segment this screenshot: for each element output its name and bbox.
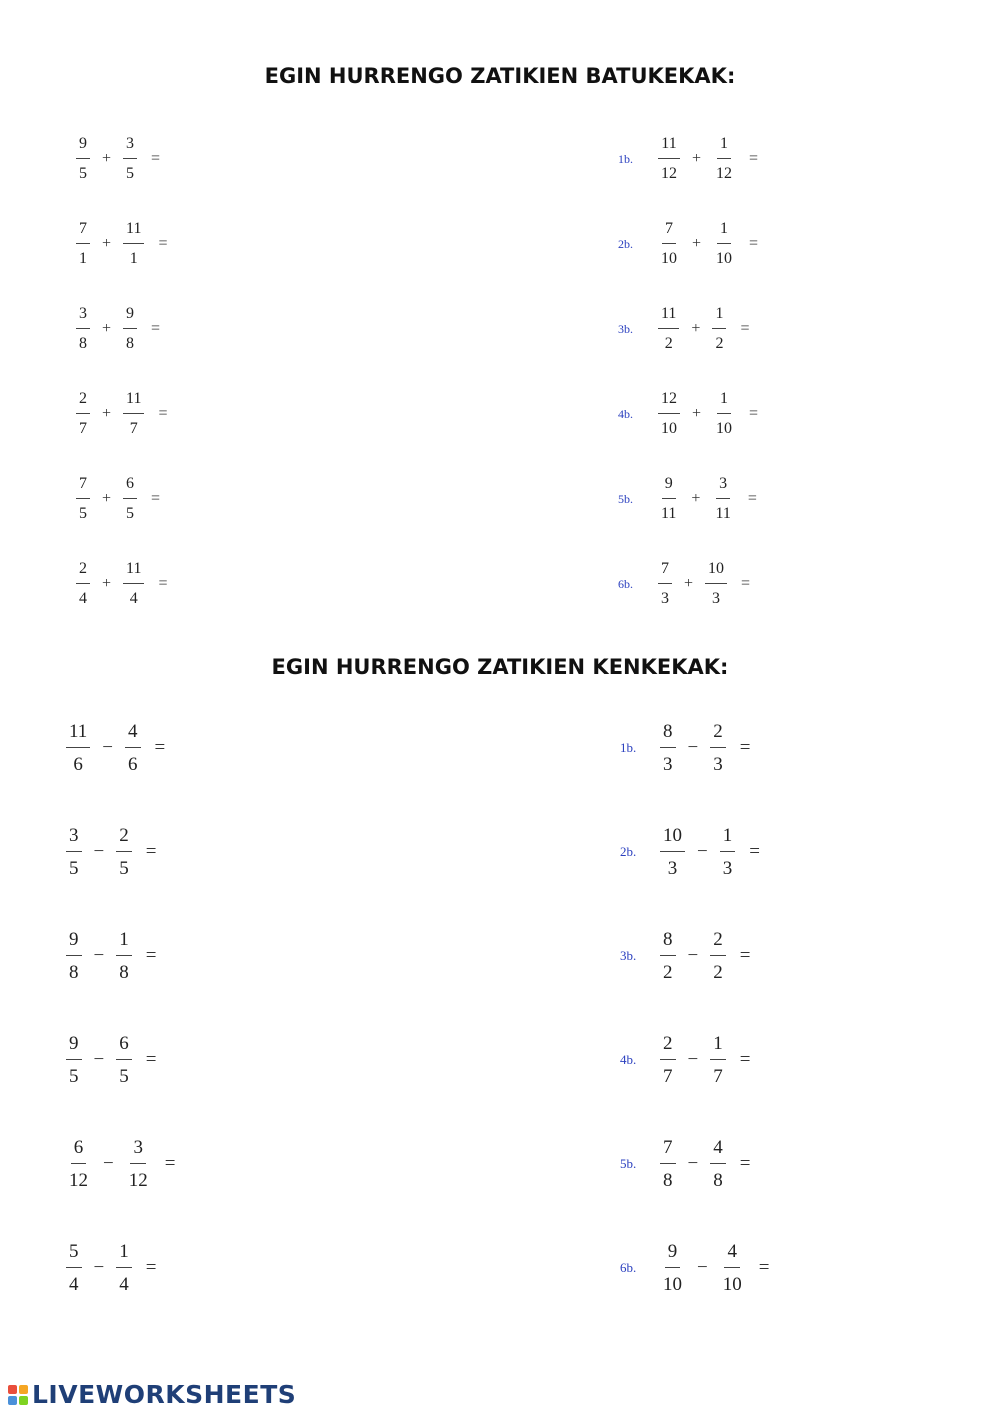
numerator: 6 <box>116 1034 132 1060</box>
logo-text: LIVEWORKSHEETS <box>32 1380 297 1409</box>
numerator: 3 <box>66 826 82 852</box>
numerator: 1 <box>717 391 731 414</box>
fraction-second <box>710 930 726 982</box>
fraction-first <box>658 221 680 267</box>
denominator: 5 <box>119 1066 129 1087</box>
equals-sign: = <box>164 1153 176 1174</box>
fraction-second <box>116 930 132 982</box>
equals-sign: = <box>145 945 157 966</box>
numerator: 7 <box>658 561 672 584</box>
equals-sign: = <box>151 150 161 167</box>
fraction-second <box>713 391 735 437</box>
problem-row <box>620 1242 769 1294</box>
fraction-first <box>660 722 676 774</box>
equals-sign: = <box>154 737 166 758</box>
denominator: 6 <box>73 754 83 775</box>
denominator: 8 <box>126 335 135 352</box>
numerator: 9 <box>665 1242 681 1268</box>
problem-row <box>618 136 758 182</box>
problem-row <box>60 1034 156 1086</box>
denominator: 2 <box>715 335 724 352</box>
fraction-first <box>66 826 82 878</box>
problem-label: 6b. <box>620 1260 637 1275</box>
operator-sign: + <box>102 235 112 252</box>
logo-mark-icon <box>8 1385 28 1405</box>
equals-sign: = <box>145 1257 157 1278</box>
operator-sign: − <box>93 945 105 966</box>
operator-sign: − <box>103 1153 114 1174</box>
fraction-first <box>658 391 680 437</box>
fraction-second <box>720 826 736 878</box>
fraction-first <box>660 1138 676 1190</box>
denominator: 11 <box>715 505 731 522</box>
problem-label: 4b. <box>620 1052 637 1067</box>
denominator: 5 <box>79 165 87 182</box>
problem-row <box>620 722 750 774</box>
fraction-first <box>66 722 90 774</box>
equals-sign: = <box>749 150 759 167</box>
problem-row <box>70 476 160 522</box>
problem-row <box>60 826 156 878</box>
problem-label: 1b. <box>620 740 637 755</box>
fraction-first <box>76 221 90 267</box>
numerator: 9 <box>66 930 82 956</box>
equals-sign: = <box>739 1049 751 1070</box>
problem-row <box>60 1242 156 1294</box>
fraction-second <box>720 1242 745 1294</box>
denominator: 2 <box>713 962 723 983</box>
numerator: 11 <box>123 221 144 244</box>
denominator: 2 <box>663 962 673 983</box>
denominator: 10 <box>661 250 677 267</box>
addition-heading: EGIN HURRENGO ZATIKIEN BATUKEKAK: <box>264 64 736 88</box>
equals-sign: = <box>158 235 168 252</box>
fraction-second <box>713 136 735 182</box>
denominator: 3 <box>722 858 733 879</box>
problem-row <box>60 930 156 982</box>
numerator: 7 <box>76 221 90 244</box>
problem-row <box>70 561 167 607</box>
equals-sign: = <box>158 575 168 592</box>
fraction-second <box>123 306 137 352</box>
operator-sign: − <box>687 1049 699 1070</box>
operator-sign: − <box>687 945 699 966</box>
denominator: 12 <box>128 1170 148 1191</box>
problem-label: 5b. <box>618 491 633 506</box>
denominator: 5 <box>79 505 87 522</box>
fraction-second <box>126 1138 151 1190</box>
problem-row <box>70 136 160 182</box>
fraction-first <box>658 306 679 352</box>
equals-sign: = <box>740 320 750 337</box>
numerator: 2 <box>660 1034 676 1060</box>
problem-row <box>620 826 760 878</box>
fraction-first <box>76 561 90 607</box>
fraction-second <box>123 136 137 182</box>
denominator: 4 <box>69 1274 79 1295</box>
numerator: 9 <box>76 136 90 159</box>
numerator: 10 <box>705 561 727 584</box>
problem-row <box>620 1138 750 1190</box>
numerator: 1 <box>116 930 132 956</box>
numerator: 4 <box>724 1242 740 1268</box>
numerator: 11 <box>658 306 679 329</box>
fraction-first <box>660 826 685 878</box>
problem-row <box>618 221 758 267</box>
denominator: 8 <box>79 335 87 352</box>
fraction-first <box>76 136 90 182</box>
denominator: 8 <box>119 962 129 983</box>
problem-row <box>60 1138 175 1190</box>
operator-sign: + <box>692 405 702 422</box>
fraction-first <box>658 136 680 182</box>
numerator: 11 <box>123 561 144 584</box>
equals-sign: = <box>749 235 759 252</box>
numerator: 6 <box>123 476 137 499</box>
subtraction-heading: EGIN HURRENGO ZATIKIEN KENKEKAK: <box>271 655 729 679</box>
fraction-first <box>66 1034 82 1086</box>
numerator: 9 <box>662 476 676 499</box>
denominator: 4 <box>79 590 87 607</box>
numerator: 1 <box>717 221 731 244</box>
denominator: 12 <box>716 165 733 182</box>
numerator: 10 <box>660 826 685 852</box>
numerator: 2 <box>116 826 132 852</box>
liveworksheets-logo <box>8 1380 296 1409</box>
numerator: 3 <box>130 1138 146 1164</box>
equals-sign: = <box>749 841 760 862</box>
denominator: 5 <box>69 858 79 879</box>
numerator: 12 <box>658 391 680 414</box>
denominator: 11 <box>661 505 677 522</box>
denominator: 7 <box>663 1066 673 1087</box>
numerator: 1 <box>116 1242 132 1268</box>
numerator: 9 <box>123 306 137 329</box>
operator-sign: + <box>691 490 701 507</box>
denominator: 3 <box>713 754 723 775</box>
fraction-second <box>116 1242 132 1294</box>
fraction-first <box>660 1242 685 1294</box>
denominator: 3 <box>661 590 669 607</box>
denominator: 1 <box>129 250 138 267</box>
operator-sign: + <box>691 320 701 337</box>
fraction-second <box>123 561 144 607</box>
problem-label: 1b. <box>618 151 633 166</box>
fraction-second <box>123 221 144 267</box>
operator-sign: + <box>102 150 112 167</box>
operator-sign: − <box>697 1257 708 1278</box>
fraction-second <box>705 561 727 607</box>
fraction-second <box>116 1034 132 1086</box>
equals-sign: = <box>739 945 751 966</box>
denominator: 8 <box>713 1170 723 1191</box>
problem-label: 2b. <box>620 844 637 859</box>
operator-sign: − <box>93 841 105 862</box>
fraction-first <box>658 476 679 522</box>
denominator: 8 <box>69 962 79 983</box>
equals-sign: = <box>158 405 168 422</box>
fraction-second <box>116 826 132 878</box>
numerator: 2 <box>710 722 726 748</box>
numerator: 2 <box>710 930 726 956</box>
numerator: 2 <box>76 391 90 414</box>
numerator: 9 <box>66 1034 82 1060</box>
fraction-first <box>76 306 90 352</box>
problem-row <box>60 722 165 774</box>
operator-sign: + <box>692 235 702 252</box>
numerator: 1 <box>717 136 731 159</box>
denominator: 12 <box>661 165 677 182</box>
numerator: 7 <box>76 476 90 499</box>
fraction-first <box>76 391 90 437</box>
operator-sign: + <box>684 575 694 592</box>
numerator: 11 <box>123 391 144 414</box>
denominator: 3 <box>667 858 678 879</box>
equals-sign: = <box>145 841 157 862</box>
denominator: 1 <box>79 250 87 267</box>
problem-row <box>70 391 167 437</box>
denominator: 5 <box>126 165 135 182</box>
numerator: 2 <box>76 561 90 584</box>
denominator: 8 <box>663 1170 673 1191</box>
numerator: 11 <box>658 136 679 159</box>
equals-sign: = <box>739 737 751 758</box>
fraction-first <box>658 561 672 607</box>
denominator: 5 <box>119 858 129 879</box>
denominator: 3 <box>712 590 721 607</box>
numerator: 1 <box>720 826 736 852</box>
problem-row <box>70 221 167 267</box>
numerator: 3 <box>716 476 730 499</box>
denominator: 3 <box>663 754 673 775</box>
equals-sign: = <box>741 575 751 592</box>
problem-row <box>618 476 757 522</box>
denominator: 10 <box>661 420 677 437</box>
numerator: 8 <box>660 722 676 748</box>
problem-row <box>620 930 750 982</box>
equals-sign: = <box>151 320 161 337</box>
denominator: 10 <box>722 1274 742 1295</box>
numerator: 5 <box>66 1242 82 1268</box>
fraction-second <box>713 221 735 267</box>
numerator: 8 <box>660 930 676 956</box>
numerator: 4 <box>710 1138 726 1164</box>
problem-row <box>618 391 758 437</box>
operator-sign: + <box>102 490 112 507</box>
numerator: 11 <box>66 722 90 748</box>
numerator: 7 <box>662 221 676 244</box>
problem-row <box>618 306 749 352</box>
fraction-second <box>712 476 733 522</box>
denominator: 7 <box>79 420 87 437</box>
problem-label: 3b. <box>618 321 633 336</box>
equals-sign: = <box>747 490 757 507</box>
equals-sign: = <box>151 490 161 507</box>
denominator: 10 <box>716 250 733 267</box>
fraction-second <box>123 476 137 522</box>
problem-row <box>620 1034 750 1086</box>
operator-sign: − <box>697 841 708 862</box>
operator-sign: − <box>102 737 114 758</box>
fraction-second <box>710 722 726 774</box>
problem-label: 2b. <box>618 236 633 251</box>
denominator: 7 <box>129 420 138 437</box>
denominator: 5 <box>126 505 135 522</box>
operator-sign: + <box>102 320 112 337</box>
denominator: 2 <box>664 335 673 352</box>
numerator: 3 <box>123 136 137 159</box>
denominator: 10 <box>716 420 733 437</box>
numerator: 7 <box>660 1138 676 1164</box>
equals-sign: = <box>145 1049 157 1070</box>
operator-sign: − <box>687 737 699 758</box>
fraction-second <box>125 722 141 774</box>
problem-label: 5b. <box>620 1156 637 1171</box>
denominator: 7 <box>713 1066 723 1087</box>
denominator: 4 <box>119 1274 129 1295</box>
denominator: 6 <box>128 754 138 775</box>
problem-row <box>70 306 160 352</box>
fraction-second <box>712 306 726 352</box>
equals-sign: = <box>739 1153 751 1174</box>
fraction-second <box>710 1138 726 1190</box>
operator-sign: − <box>93 1049 105 1070</box>
operator-sign: + <box>102 405 112 422</box>
fraction-first <box>660 930 676 982</box>
operator-sign: + <box>102 575 112 592</box>
operator-sign: − <box>93 1257 105 1278</box>
equals-sign: = <box>749 405 759 422</box>
equals-sign: = <box>758 1257 770 1278</box>
fraction-first <box>66 1138 91 1190</box>
problem-label: 6b. <box>618 576 633 591</box>
numerator: 4 <box>125 722 141 748</box>
fraction-first <box>660 1034 676 1086</box>
numerator: 1 <box>710 1034 726 1060</box>
fraction-first <box>66 930 82 982</box>
fraction-first <box>76 476 90 522</box>
problem-label: 4b. <box>618 406 633 421</box>
operator-sign: + <box>692 150 702 167</box>
numerator: 6 <box>71 1138 87 1164</box>
problem-label: 3b. <box>620 948 637 963</box>
numerator: 3 <box>76 306 90 329</box>
problem-row <box>618 561 750 607</box>
denominator: 4 <box>129 590 138 607</box>
denominator: 5 <box>69 1066 79 1087</box>
fraction-second <box>123 391 144 437</box>
numerator: 1 <box>712 306 726 329</box>
fraction-second <box>710 1034 726 1086</box>
denominator: 10 <box>663 1274 682 1295</box>
operator-sign: − <box>687 1153 699 1174</box>
fraction-first <box>66 1242 82 1294</box>
denominator: 12 <box>69 1170 88 1191</box>
